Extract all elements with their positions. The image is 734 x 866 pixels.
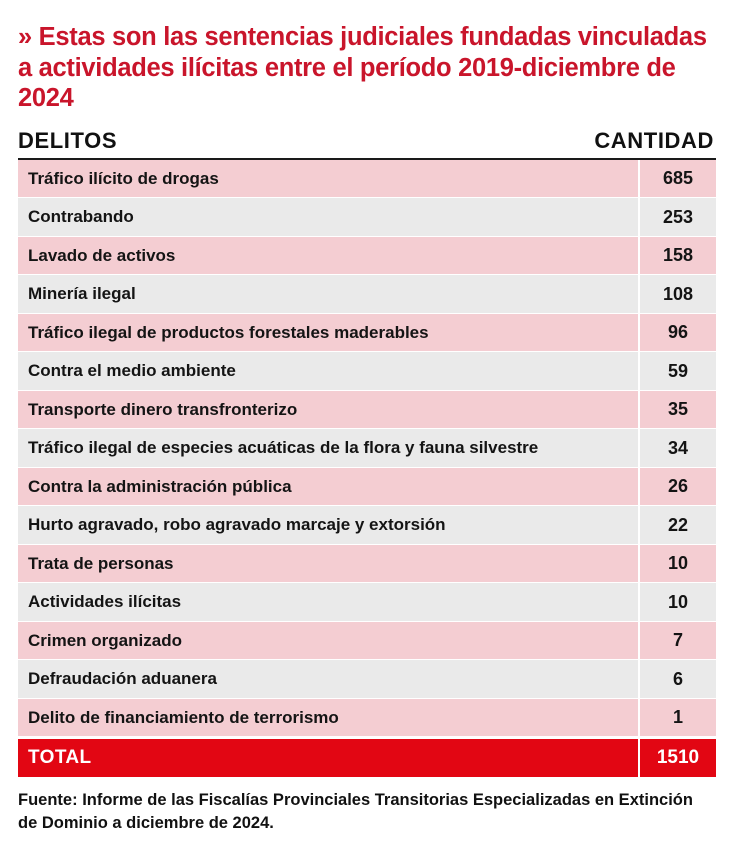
row-label: Defraudación aduanera: [28, 669, 217, 689]
table-row: [18, 506, 716, 545]
table-row: [18, 583, 716, 622]
row-label: Tráfico ilícito de drogas: [28, 168, 219, 188]
row-value: 6: [638, 660, 716, 698]
row-label: Actividades ilícitas: [28, 592, 182, 612]
row-value: 1: [638, 699, 716, 737]
row-label: Tráfico ilegal de productos forestales maderables: [28, 322, 429, 342]
row-value: 10: [638, 545, 716, 583]
column-header-cantidad: CANTIDAD: [594, 127, 714, 153]
page-title: » Estas son las sentencias judiciales fundadas vinculadas a actividades ilícitas entre el período 2019-diciembre de 2024: [18, 23, 707, 113]
row-label: Contra el medio ambiente: [28, 361, 236, 381]
row-label: Lavado de activos: [28, 245, 176, 265]
total-label: TOTAL: [28, 747, 92, 769]
table-row: [18, 429, 716, 468]
table-row: [18, 352, 716, 391]
row-label: Tráfico ilegal de especies acuáticas de la flora y fauna silvestre: [28, 438, 539, 458]
source-label: Fuente:: [18, 791, 78, 810]
table-row: [18, 237, 716, 276]
table-row: [18, 622, 716, 661]
row-label: Trata de personas: [28, 553, 174, 573]
sentences-table: [18, 158, 716, 778]
row-label: Delito de financiamiento de terrorismo: [28, 707, 339, 727]
source-text: Informe de las Fiscalías Provinciales Transitorias Especializadas en Extinción de Dominio a diciembre de 2024.: [18, 791, 693, 832]
row-value: 253: [638, 198, 716, 236]
table-header: [18, 128, 716, 158]
source-note: [18, 789, 716, 834]
table-row-total: [18, 739, 716, 777]
row-value: 35: [638, 391, 716, 429]
table-row: [18, 198, 716, 237]
table-row: [18, 314, 716, 353]
row-label: Transporte dinero transfronterizo: [28, 399, 298, 419]
column-header-delitos: DELITOS: [18, 127, 118, 153]
row-label: Contra la administración pública: [28, 476, 292, 496]
table-row: [18, 160, 716, 199]
row-value: 59: [638, 352, 716, 390]
row-value: 22: [638, 506, 716, 544]
row-value: 7: [638, 622, 716, 660]
row-label: Contrabando: [28, 207, 134, 227]
table-row: [18, 545, 716, 584]
row-label: Hurto agravado, robo agravado marcaje y extorsión: [28, 515, 446, 535]
row-label: Crimen organizado: [28, 630, 182, 650]
row-value: 10: [638, 583, 716, 621]
table-row: [18, 699, 716, 738]
row-label: Minería ilegal: [28, 284, 136, 304]
row-value: 158: [638, 237, 716, 275]
table-row: [18, 468, 716, 507]
row-value: 26: [638, 468, 716, 506]
table-row: [18, 275, 716, 314]
row-value: 685: [638, 160, 716, 198]
table-row: [18, 391, 716, 430]
table-row: [18, 660, 716, 699]
row-value: 96: [638, 314, 716, 352]
row-value: 34: [638, 429, 716, 467]
row-value: 108: [638, 275, 716, 313]
total-value: 1510: [638, 739, 716, 777]
